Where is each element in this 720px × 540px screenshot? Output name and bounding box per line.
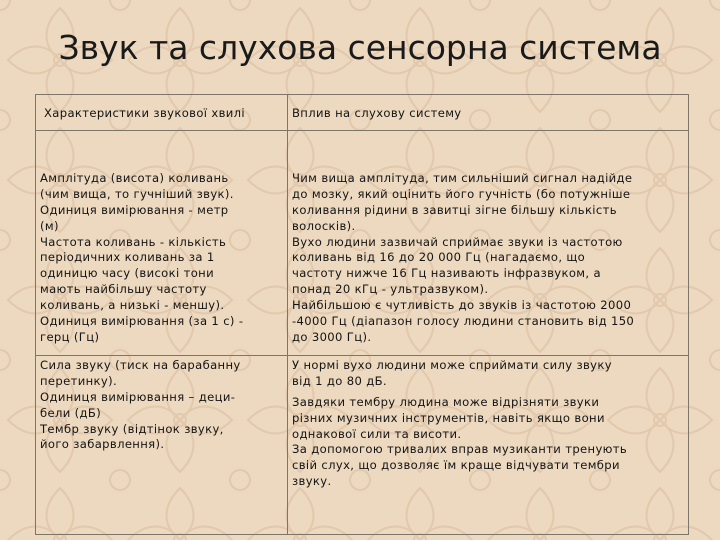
cell-intensity-timbre: Сила звуку (тиск на барабанну перетинку). Одиниця вимірювання – деци- бели (дБ) Тембр звуку (відтінок звуку, його забарвлення). — [40, 357, 241, 452]
header-cell-characteristics: Характеристики звукової хвилі — [44, 106, 245, 120]
characteristics-table — [35, 94, 689, 535]
header-cell-impact: Вплив на слухову систему — [287, 95, 688, 130]
cell-amplitude-frequency: Амплітуда (висота) коливань (чим вища, то гучніший звук). Одиниця вимірювання - метр (м) Частота коливань - кількість періодичних коливань за 1 одиницю часу (високі тони мають найбільшу частоту коливань, а низькі - меншу). Одиниця вимірювання (за 1 с) - герц (Гц) — [40, 170, 244, 344]
cell-amplitude-frequency-impact: Чим вища амплітуда, тим сильніший сигнал надійде до мозку, який оцінить його гучність (бо потужніше коливання рідини в завитці зігне більшу кількість волосків). Вухо людини зазвичай сприймає звуки із частотою коливань від 16 до 20 000 Гц (нагадаємо, що частоту нижче 16 Гц називають інфразвуком, а понад 20 кГц - ультразвуком). Найбільшою є чутливість до звуків із частотою 2000 -4000 Гц (діапазон голосу людини становить від 150 до 3000 Гц). — [287, 131, 688, 355]
table-row — [36, 130, 688, 355]
table-header-row — [36, 95, 688, 130]
cell-intensity-timbre-impact: У нормі вухо людини може сприймати силу звуку від 1 до 80 дБ. Завдяки тембру людина може відрізняти звуки різних музичних інструментів, навіть якщо вони однакової сили та висоти. За допомогою тривалих вправ музиканти тренують свій слух, що дозволяє їм краще відчувати тембри звуку. — [287, 356, 688, 534]
page-title: Звук та слухова сенсорна система — [58, 28, 662, 67]
table-row — [36, 355, 688, 534]
